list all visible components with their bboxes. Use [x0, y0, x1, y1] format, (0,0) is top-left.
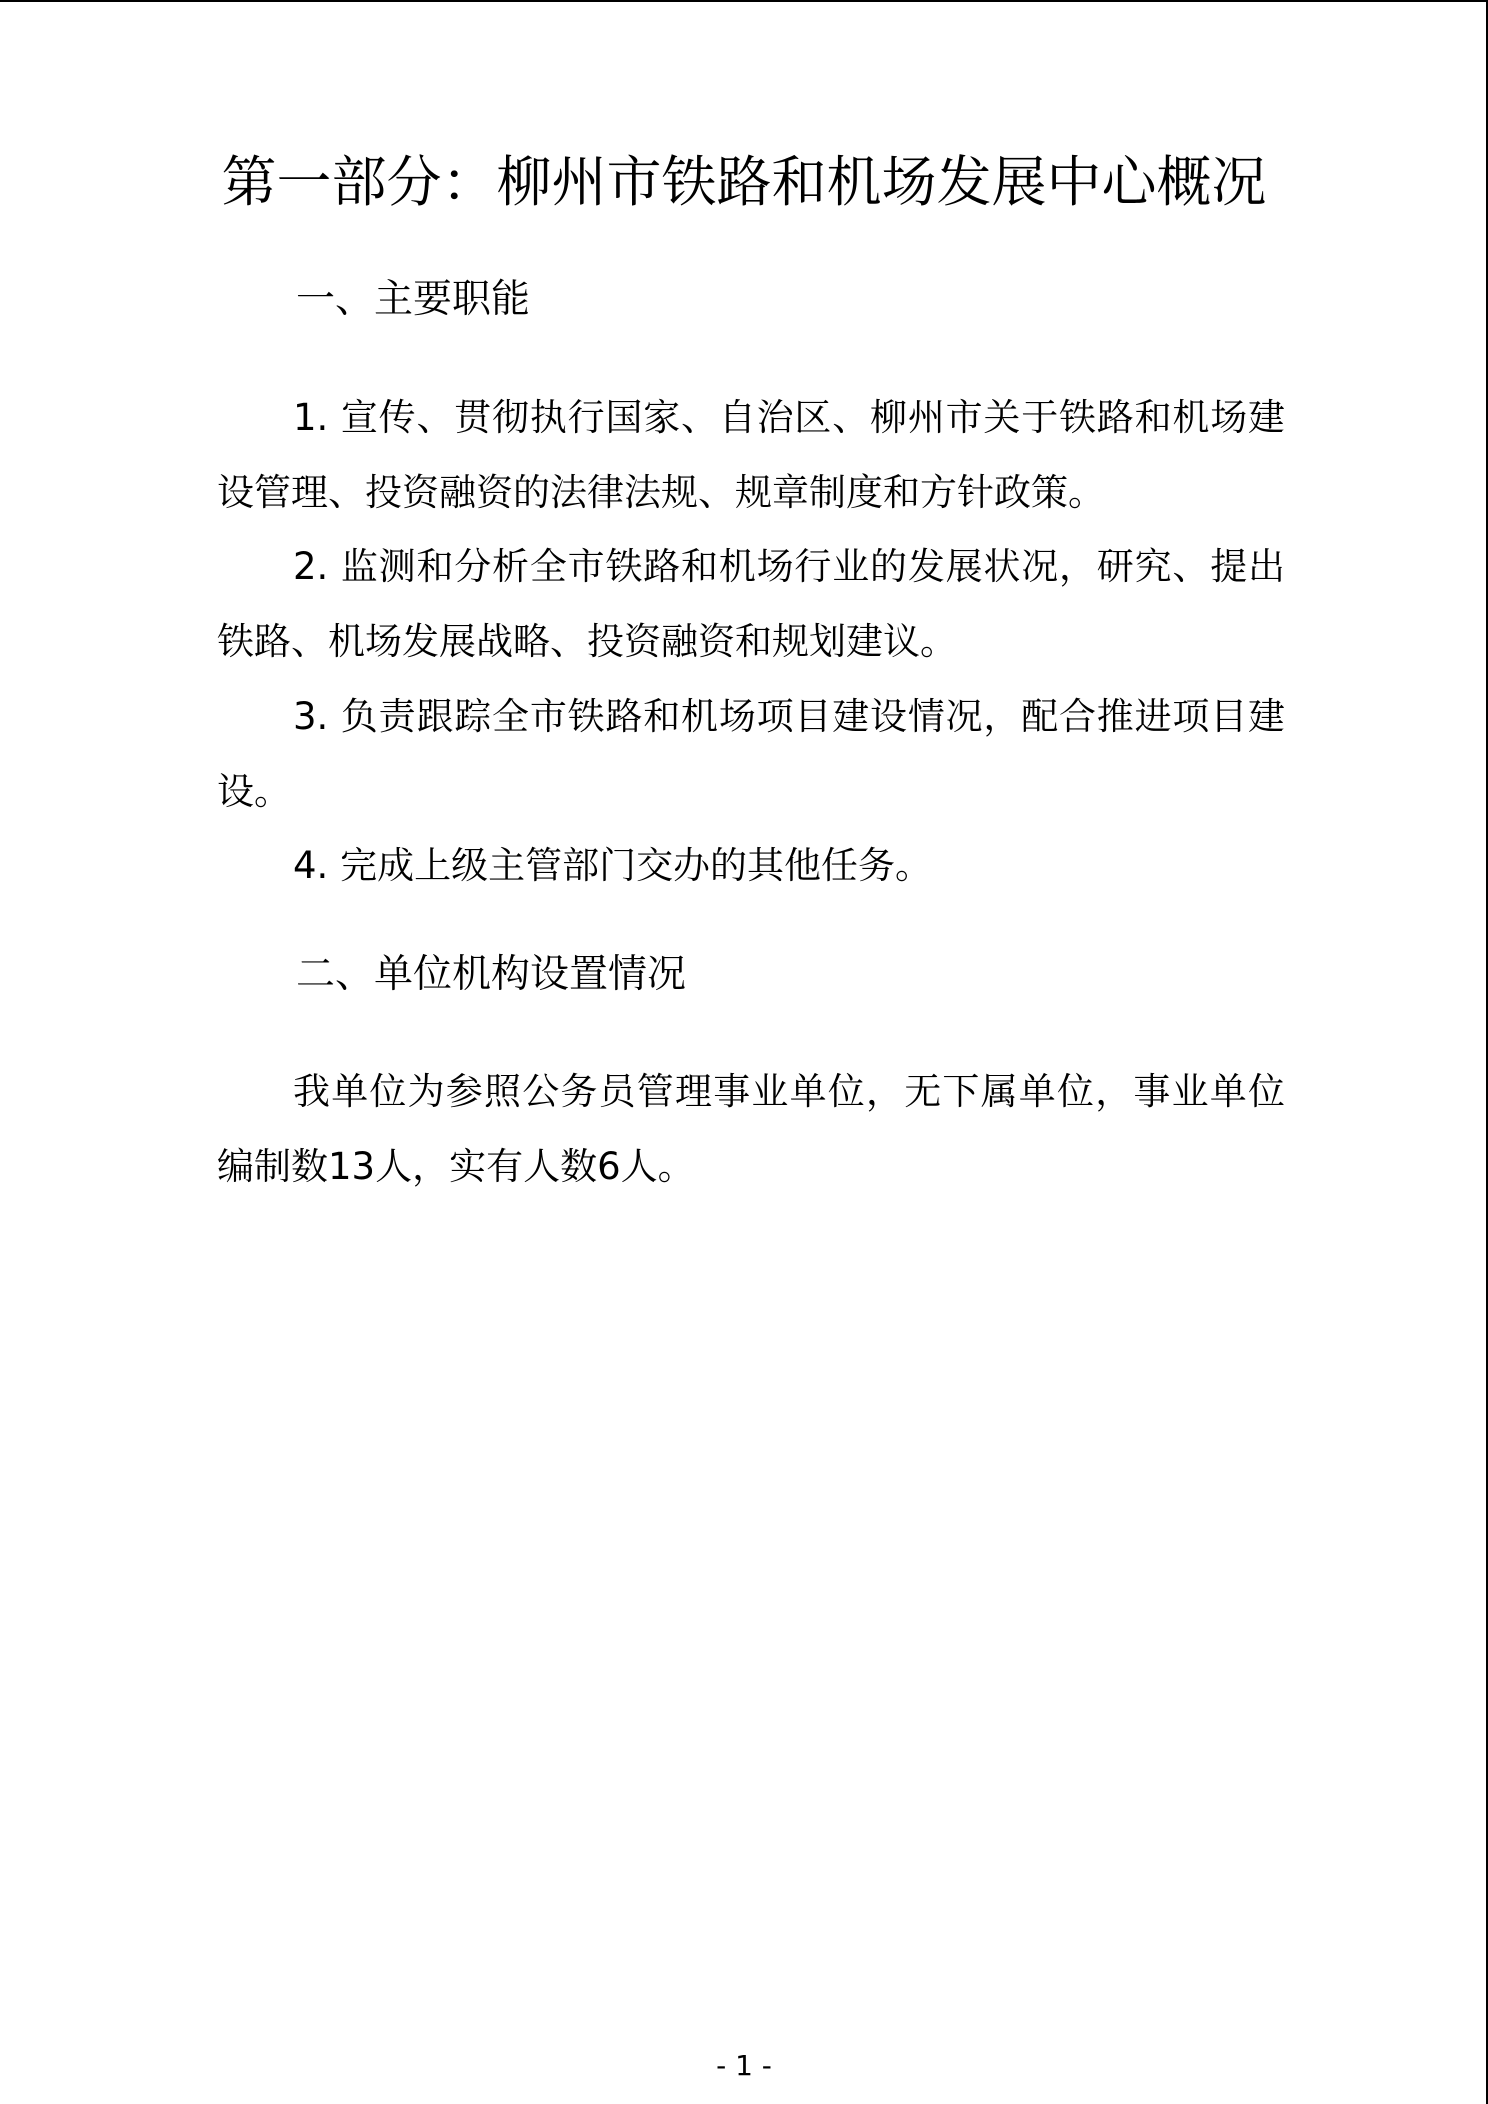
paragraph-function-2: 2. 监测和分析全市铁路和机场行业的发展状况，研究、提出铁路、机场发展战略、投资融资和规划建议。: [217, 545, 1285, 663]
paragraph-organization: 我单位为参照公务员管理事业单位，无下属单位，事业单位编制数13人，实有人数6人。: [217, 1070, 1285, 1188]
page-number: - 1 -: [716, 2049, 772, 2082]
section-heading-main-functions: 一、主要职能: [296, 277, 531, 322]
paragraph-function-3: 3. 负责跟踪全市铁路和机场项目建设情况，配合推进项目建设。: [217, 695, 1285, 813]
paragraph-function-1: 1. 宣传、贯彻执行国家、自治区、柳州市关于铁路和机场建设管理、投资融资的法律法规、规章制度和方针政策。: [217, 396, 1285, 514]
section-heading-organization: 二、单位机构设置情况: [296, 952, 687, 997]
document-title: 第一部分：柳州市铁路和机场发展中心概况: [221, 150, 1267, 214]
paragraph-function-4: 4. 完成上级主管部门交办的其他任务。: [293, 844, 933, 887]
